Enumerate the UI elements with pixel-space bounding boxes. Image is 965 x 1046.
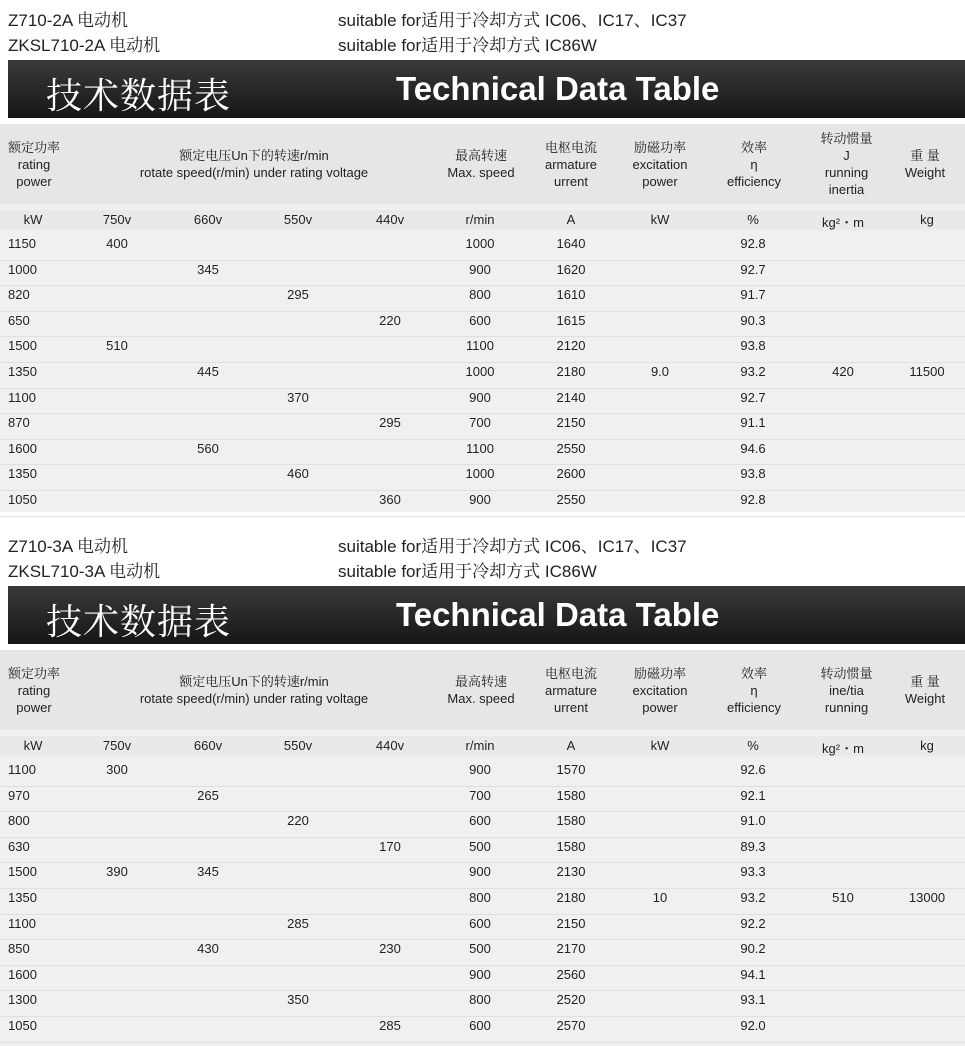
banner-title-en: Technical Data Table <box>396 70 720 107</box>
cell-power: 630 <box>8 838 30 854</box>
suitable-line: suitable for适用于冷却方式 IC86W <box>338 36 597 55</box>
cell-current: 2550 <box>556 440 586 456</box>
cell-eff: 89.3 <box>740 838 766 854</box>
cell-v550: 460 <box>287 466 309 482</box>
shared-excitation: 9.0 <box>650 364 670 379</box>
model-line: ZKSL710-2A 电动机 <box>8 36 161 55</box>
cell-v660: 265 <box>197 787 219 803</box>
cell-eff: 94.1 <box>740 966 766 982</box>
row-divider <box>0 336 965 337</box>
cell-max: 900 <box>469 261 491 277</box>
suitable-line: suitable for适用于冷却方式 IC06、IC17、IC37 <box>338 537 687 556</box>
cell-max: 900 <box>469 966 491 982</box>
cell-eff: 93.2 <box>740 364 766 379</box>
cell-v440: 230 <box>379 941 401 957</box>
row-divider <box>0 990 965 991</box>
unit-max: r/min <box>465 738 495 753</box>
header-max-line: Max. speed <box>447 691 515 706</box>
shared-weight: 13000 <box>908 890 946 905</box>
cell-power: 650 <box>8 312 30 328</box>
cell-power: 1500 <box>8 864 37 880</box>
cell-current: 1610 <box>556 287 586 303</box>
header-speed-line: 额定电压Un下的转速r/min <box>179 148 329 163</box>
cell-max: 900 <box>469 762 491 777</box>
shared-inertia: 510 <box>832 890 854 905</box>
cell-eff: 90.3 <box>740 312 766 328</box>
row-divider <box>0 490 965 491</box>
header-efficiency <box>700 124 808 204</box>
cell-max: 1000 <box>465 236 495 251</box>
header-power-line: rating <box>17 156 51 172</box>
unit-v750: 750v <box>102 212 132 227</box>
cell-current: 2180 <box>556 890 586 905</box>
header-power-line: power <box>16 173 52 189</box>
cell-eff: 93.1 <box>740 992 766 1008</box>
cell-v750: 300 <box>106 762 128 777</box>
header-current-line: armature <box>544 156 598 172</box>
cell-power: 1300 <box>8 992 37 1008</box>
header-inertia <box>808 650 885 730</box>
cell-max: 1000 <box>465 466 495 482</box>
header-excitation-line: power <box>642 173 678 189</box>
model-line: Z710-2A 电动机 <box>8 11 128 30</box>
cell-current: 1580 <box>556 787 586 803</box>
cell-max: 500 <box>469 838 491 854</box>
unit-v750: 750v <box>102 738 132 753</box>
header-inertia-line: J <box>843 148 850 163</box>
cell-v550: 285 <box>287 915 309 931</box>
unit-power: kW <box>23 212 43 227</box>
header-current <box>522 124 620 204</box>
cell-power: 1350 <box>8 466 37 482</box>
cell-power: 1050 <box>8 1018 37 1033</box>
header-current-line: 电枢电流 <box>544 665 597 681</box>
cell-current: 2560 <box>556 966 586 982</box>
cell-power: 1350 <box>8 890 37 905</box>
cell-current: 2150 <box>556 415 586 431</box>
header-weight-line: 重 量 <box>910 148 940 163</box>
cell-eff: 93.3 <box>740 864 766 880</box>
banner-title-cn: 技术数据表 <box>46 76 232 117</box>
cell-max: 700 <box>469 415 491 431</box>
header-excitation-line: 励磁功率 <box>633 665 686 681</box>
table-banner <box>8 60 965 118</box>
header-inertia-line: running <box>824 699 869 715</box>
cell-v750: 390 <box>106 864 128 880</box>
header-excitation-line: excitation <box>632 682 688 698</box>
header-efficiency-line: 效率 <box>740 665 767 681</box>
cell-current: 1615 <box>556 312 586 328</box>
data-table <box>0 650 965 1046</box>
cell-v440: 360 <box>379 492 401 507</box>
cell-eff: 93.2 <box>740 890 766 905</box>
cell-eff: 92.1 <box>740 787 766 803</box>
header-efficiency-line: efficiency <box>727 173 781 189</box>
header-weight-line: 重 量 <box>910 674 940 689</box>
header-current-line: urrent <box>554 173 588 189</box>
cell-current: 2570 <box>556 1018 586 1033</box>
unit-power: kW <box>23 738 43 753</box>
cell-eff: 92.7 <box>740 389 766 405</box>
cell-power: 850 <box>8 941 30 957</box>
unit-inertia: kg²・m <box>822 741 864 756</box>
cell-eff: 91.0 <box>740 813 766 829</box>
row-divider <box>0 914 965 915</box>
cell-v550: 295 <box>287 287 309 303</box>
cell-max: 1100 <box>466 338 494 354</box>
header-efficiency-line: η <box>750 156 758 172</box>
header-speed-line: 额定电压Un下的转速r/min <box>179 674 329 689</box>
header-speed-line: rotate speed(r/min) under rating voltage <box>139 691 369 706</box>
unit-v440: 440v <box>375 738 405 753</box>
unit-v550: 550v <box>283 738 313 753</box>
header-current <box>522 650 620 730</box>
cell-eff: 94.6 <box>740 440 766 456</box>
header-weight-line: Weight <box>904 165 946 180</box>
header-power-line: power <box>16 699 52 715</box>
row-divider <box>0 464 965 465</box>
unit-weight: kg <box>920 738 934 753</box>
cell-power: 1150 <box>8 236 36 251</box>
cell-current: 1640 <box>556 236 586 251</box>
header-max <box>440 650 522 730</box>
header-power-line: rating <box>17 682 51 698</box>
table-banner <box>8 586 965 644</box>
cell-power: 870 <box>8 415 30 431</box>
cell-eff: 93.8 <box>740 338 766 354</box>
shared-excitation: 10 <box>652 890 668 905</box>
header-max-line: 最高转速 <box>454 674 507 689</box>
cell-power: 1100 <box>8 915 36 931</box>
unit-eff: % <box>747 212 759 227</box>
units-row <box>0 736 965 756</box>
cell-eff: 90.2 <box>740 941 766 957</box>
cell-power: 1500 <box>8 338 37 354</box>
cell-current: 2140 <box>556 389 586 405</box>
cell-v750: 400 <box>106 236 128 251</box>
header-efficiency-line: efficiency <box>727 699 781 715</box>
header-excitation-line: excitation <box>632 156 688 172</box>
cell-eff: 92.2 <box>740 915 766 931</box>
header-inertia-line: running <box>824 165 869 180</box>
cell-current: 2170 <box>556 941 586 957</box>
model-line: Z710-3A 电动机 <box>8 537 128 556</box>
cell-power: 1350 <box>8 364 37 379</box>
cell-v550: 350 <box>287 992 309 1008</box>
header-max-line: 最高转速 <box>454 148 507 163</box>
header-efficiency <box>700 650 808 730</box>
row-divider <box>0 1016 965 1017</box>
unit-inertia: kg²・m <box>822 215 864 230</box>
header-excitation-line: power <box>642 699 678 715</box>
cell-v440: 220 <box>379 312 401 328</box>
cell-v440: 295 <box>379 415 401 431</box>
cell-v750: 510 <box>106 338 128 354</box>
header-weight <box>885 124 965 204</box>
banner-title-en: Technical Data Table <box>396 596 720 633</box>
header-max-line: Max. speed <box>447 165 515 180</box>
header-efficiency-line: η <box>750 682 758 698</box>
header-max <box>440 124 522 204</box>
row-divider <box>0 362 965 363</box>
cell-current: 2120 <box>556 338 586 354</box>
cell-current: 1570 <box>556 762 586 777</box>
header-inertia-line: inertia <box>828 182 865 197</box>
header-power <box>0 650 68 730</box>
cell-eff: 92.8 <box>740 236 766 251</box>
suitable-line: suitable for适用于冷却方式 IC06、IC17、IC37 <box>338 11 687 30</box>
cell-power: 820 <box>8 287 30 303</box>
banner-title-cn: 技术数据表 <box>46 602 232 643</box>
cell-current: 2520 <box>556 992 586 1008</box>
cell-current: 2130 <box>556 864 586 880</box>
header-inertia-line: 转动惯量 <box>820 665 873 681</box>
cell-eff: 92.0 <box>740 1018 766 1033</box>
cell-v660: 560 <box>197 440 219 456</box>
cell-power: 1100 <box>8 762 36 777</box>
cell-max: 900 <box>469 389 491 405</box>
row-divider <box>0 516 965 517</box>
cell-v550: 370 <box>287 389 309 405</box>
row-divider <box>0 786 965 787</box>
row-divider <box>0 811 965 812</box>
cell-v660: 445 <box>197 364 219 379</box>
cell-eff: 91.1 <box>740 415 766 431</box>
shared-weight: 11500 <box>909 364 945 379</box>
cell-max: 700 <box>469 787 491 803</box>
cell-current: 1620 <box>556 261 586 277</box>
header-speed-line: rotate speed(r/min) under rating voltage <box>139 165 369 180</box>
cell-power: 1600 <box>8 440 37 456</box>
cell-eff: 92.8 <box>740 492 766 507</box>
cell-power: 1050 <box>8 492 37 507</box>
cell-max: 1000 <box>465 364 495 379</box>
cell-max: 600 <box>469 813 491 829</box>
header-current-line: 电枢电流 <box>544 139 597 155</box>
cell-max: 600 <box>469 915 491 931</box>
header-excitation <box>620 650 700 730</box>
cell-max: 1100 <box>466 440 494 456</box>
unit-max: r/min <box>465 212 495 227</box>
cell-power: 800 <box>8 813 30 829</box>
header-power-line: 额定功率 <box>7 665 60 681</box>
header-speed <box>68 124 440 204</box>
cell-max: 600 <box>469 1018 491 1033</box>
header-inertia <box>808 124 885 204</box>
cell-eff: 92.7 <box>740 261 766 277</box>
header-current-line: urrent <box>554 699 588 715</box>
unit-current: A <box>566 738 576 753</box>
cell-current: 1580 <box>556 838 586 854</box>
header-inertia-line: 转动惯量 <box>820 131 873 146</box>
unit-v550: 550v <box>283 212 313 227</box>
header-weight-line: Weight <box>904 691 946 706</box>
unit-excitation: kW <box>650 212 670 227</box>
cell-max: 800 <box>469 890 491 905</box>
cell-power: 1100 <box>8 389 36 405</box>
units-row <box>0 210 965 230</box>
row-divider <box>0 837 965 838</box>
header-power <box>0 124 68 204</box>
cell-v550: 220 <box>287 813 309 829</box>
cell-v660: 345 <box>197 864 219 880</box>
cell-eff: 92.6 <box>740 762 766 777</box>
header-speed <box>68 650 440 730</box>
header-excitation-line: 励磁功率 <box>633 139 686 155</box>
cell-current: 2150 <box>556 915 586 931</box>
row-divider <box>0 1042 965 1043</box>
unit-excitation: kW <box>650 738 670 753</box>
unit-weight: kg <box>920 212 934 227</box>
unit-v660: 660v <box>193 738 223 753</box>
cell-current: 2600 <box>556 466 586 482</box>
suitable-line: suitable for适用于冷却方式 IC86W <box>338 562 597 581</box>
unit-v440: 440v <box>375 212 405 227</box>
cell-current: 1580 <box>556 813 586 829</box>
header-excitation <box>620 124 700 204</box>
unit-v660: 660v <box>193 212 223 227</box>
cell-v440: 170 <box>379 838 401 854</box>
cell-max: 500 <box>469 941 491 957</box>
cell-max: 600 <box>469 312 491 328</box>
row-divider <box>0 311 965 312</box>
cell-v660: 345 <box>197 261 219 277</box>
cell-power: 1000 <box>8 261 37 277</box>
header-inertia-line: ine/tia <box>829 682 864 698</box>
header-current-line: armature <box>544 682 598 698</box>
row-divider <box>0 260 965 261</box>
cell-eff: 91.7 <box>740 287 766 303</box>
cell-v660: 430 <box>197 941 219 957</box>
row-divider <box>0 862 965 863</box>
unit-current: A <box>566 212 576 227</box>
row-divider <box>0 285 965 286</box>
cell-current: 2550 <box>556 492 586 507</box>
cell-max: 800 <box>469 287 491 303</box>
row-divider <box>0 888 965 889</box>
cell-v440: 285 <box>379 1018 401 1033</box>
cell-max: 900 <box>469 492 491 507</box>
cell-max: 800 <box>469 992 491 1008</box>
header-weight <box>885 650 965 730</box>
header-efficiency-line: 效率 <box>740 139 767 155</box>
row-divider <box>0 413 965 414</box>
cell-max: 900 <box>469 864 491 880</box>
cell-eff: 93.8 <box>740 466 766 482</box>
row-divider <box>0 965 965 966</box>
shared-inertia: 420 <box>832 364 854 379</box>
header-power-line: 额定功率 <box>7 139 60 155</box>
data-table <box>0 124 965 512</box>
cell-power: 1600 <box>8 966 37 982</box>
cell-current: 2180 <box>556 364 586 379</box>
unit-eff: % <box>747 738 759 753</box>
row-divider <box>0 439 965 440</box>
row-divider <box>0 939 965 940</box>
cell-power: 970 <box>8 787 30 803</box>
row-divider <box>0 388 965 389</box>
model-line: ZKSL710-3A 电动机 <box>8 562 161 581</box>
